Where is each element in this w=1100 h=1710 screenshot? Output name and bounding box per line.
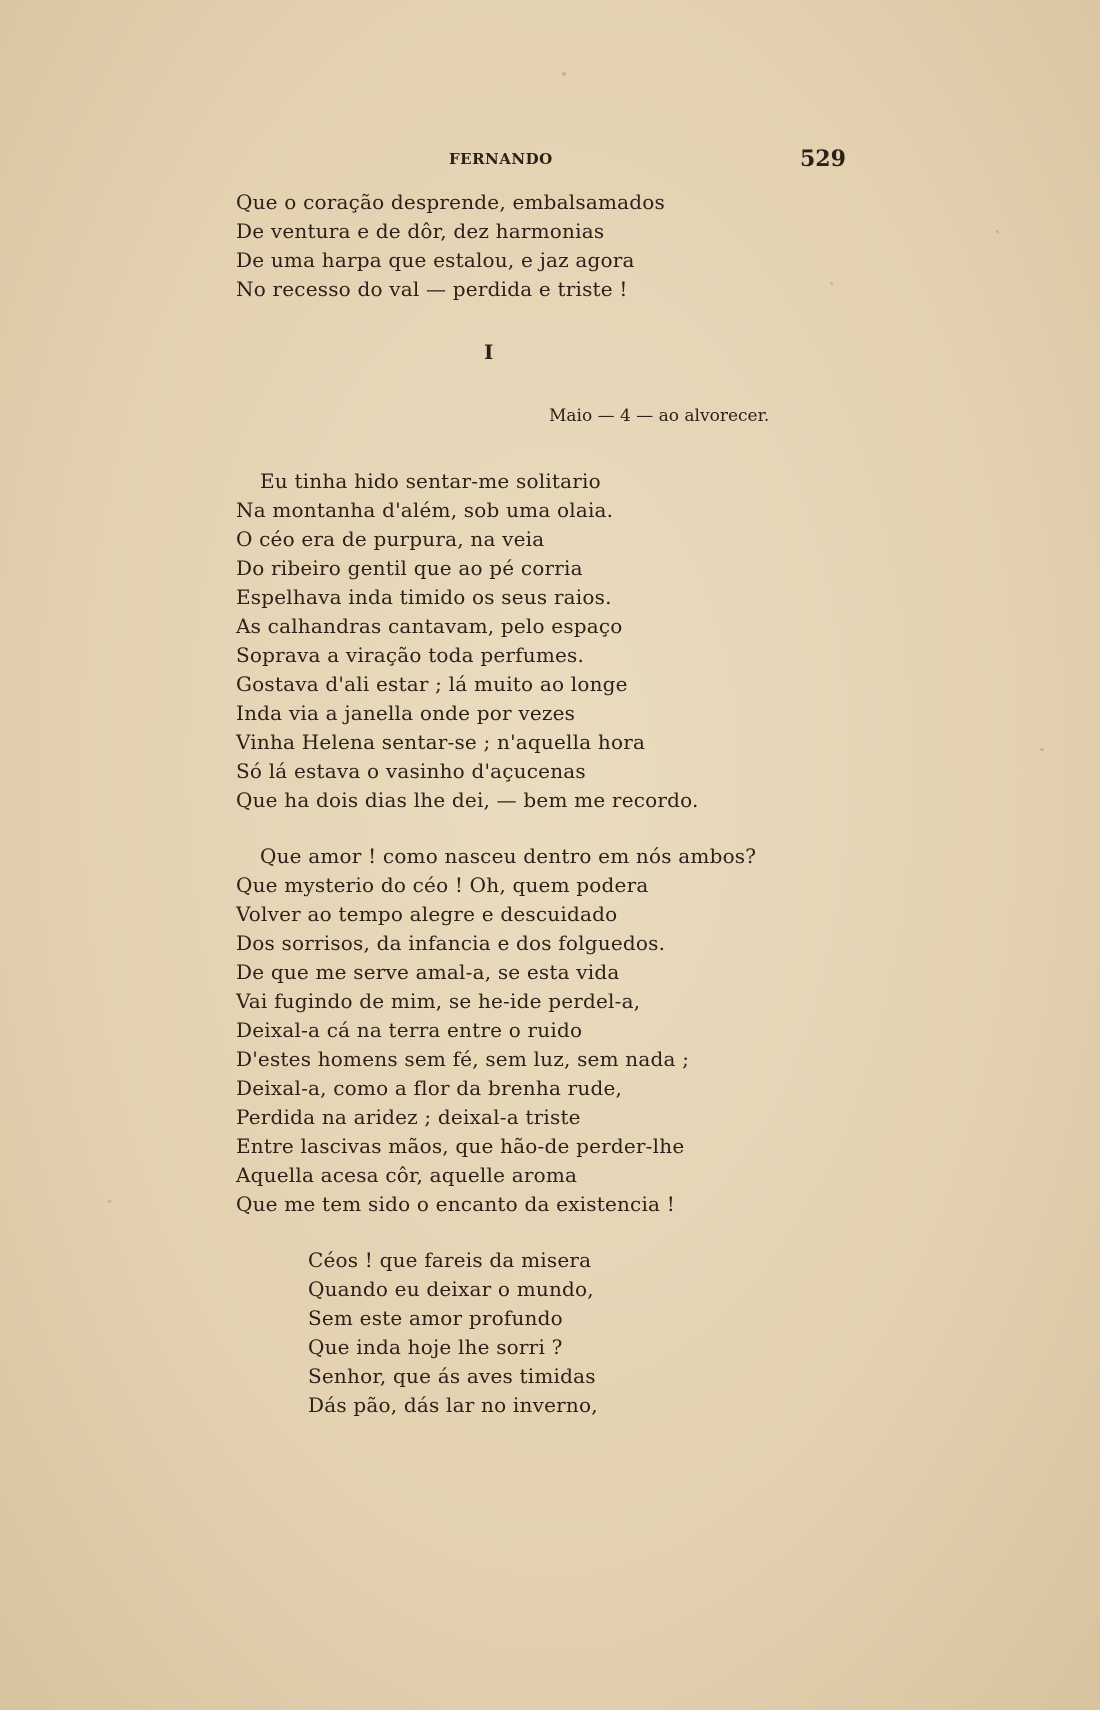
verse-line: Aquella acesa côr, aquelle aroma — [236, 1163, 578, 1187]
verse-line: Deixal-a, como a flor da brenha rude, — [236, 1076, 623, 1100]
verse-line: Deixal-a cá na terra entre o ruido — [236, 1018, 583, 1042]
verse-line: Gostava d'ali estar ; lá muito ao longe — [236, 672, 628, 696]
verse-line: Que o coração desprende, embalsamados — [236, 190, 665, 214]
verse-line: Dos sorrisos, da infancia e dos folguedos. — [236, 931, 666, 955]
verse-line: Só lá estava o vasinho d'açucenas — [236, 759, 586, 783]
page-header — [0, 146, 1100, 176]
verse-line: Que inda hoje lhe sorri ? — [308, 1335, 563, 1359]
paper-speck — [996, 230, 999, 233]
verse-line: Que mysterio do céo ! Oh, quem podera — [236, 873, 649, 897]
section-numeral: I — [484, 340, 494, 364]
verse-line: De que me serve amal-a, se esta vida — [236, 960, 620, 984]
verse-line: Eu tinha hido sentar-me solitario — [260, 469, 601, 493]
verse-line: Dás pão, dás lar no inverno, — [308, 1393, 598, 1417]
verse-line: Soprava a viração toda perfumes. — [236, 643, 585, 667]
verse-line: O céo era de purpura, na veia — [236, 527, 545, 551]
verse-line: Que me tem sido o encanto da existencia ! — [236, 1192, 675, 1216]
verse-line: Sem este amor profundo — [308, 1306, 563, 1330]
verse-line: Que ha dois dias lhe dei, — bem me recordo. — [236, 788, 699, 812]
verse-line: Na montanha d'além, sob uma olaia. — [236, 498, 614, 522]
paper-speck — [108, 1200, 111, 1203]
verse-line: Vai fugindo de mim, se he-ide perdel-a, — [236, 989, 641, 1013]
verse-line: Que amor ! como nasceu dentro em nós ambos? — [260, 844, 757, 868]
verse-line: Céos ! que fareis da misera — [308, 1248, 592, 1272]
running-title: FERNANDO — [449, 150, 553, 168]
verse-line: Volver ao tempo alegre e descuidado — [236, 902, 618, 926]
verse-line: Quando eu deixar o mundo, — [308, 1277, 594, 1301]
verse-line: Do ribeiro gentil que ao pé corria — [236, 556, 583, 580]
verse-line: De uma harpa que estalou, e jaz agora — [236, 248, 635, 272]
verse-line: Entre lascivas mãos, que hão-de perder-lhe — [236, 1134, 685, 1158]
verse-line: Vinha Helena sentar-se ; n'aquella hora — [236, 730, 646, 754]
page-number: 529 — [800, 146, 846, 172]
verse-line: As calhandras cantavam, pelo espaço — [236, 614, 623, 638]
verse-line: Espelhava inda timido os seus raios. — [236, 585, 612, 609]
verse-line: Inda via a janella onde por vezes — [236, 701, 576, 725]
verse-line: Perdida na aridez ; deixal-a triste — [236, 1105, 581, 1129]
verse-line: D'estes homens sem fé, sem luz, sem nada ; — [236, 1047, 690, 1071]
verse-line: Senhor, que ás aves timidas — [308, 1364, 596, 1388]
dateline: Maio — 4 — ao alvorecer. — [549, 406, 770, 426]
paper-speck — [1040, 748, 1044, 751]
paper-speck — [562, 72, 566, 76]
verse-line: No recesso do val — perdida e triste ! — [236, 277, 628, 301]
paper-speck — [830, 282, 833, 285]
verse-line: De ventura e de dôr, dez harmonias — [236, 219, 605, 243]
